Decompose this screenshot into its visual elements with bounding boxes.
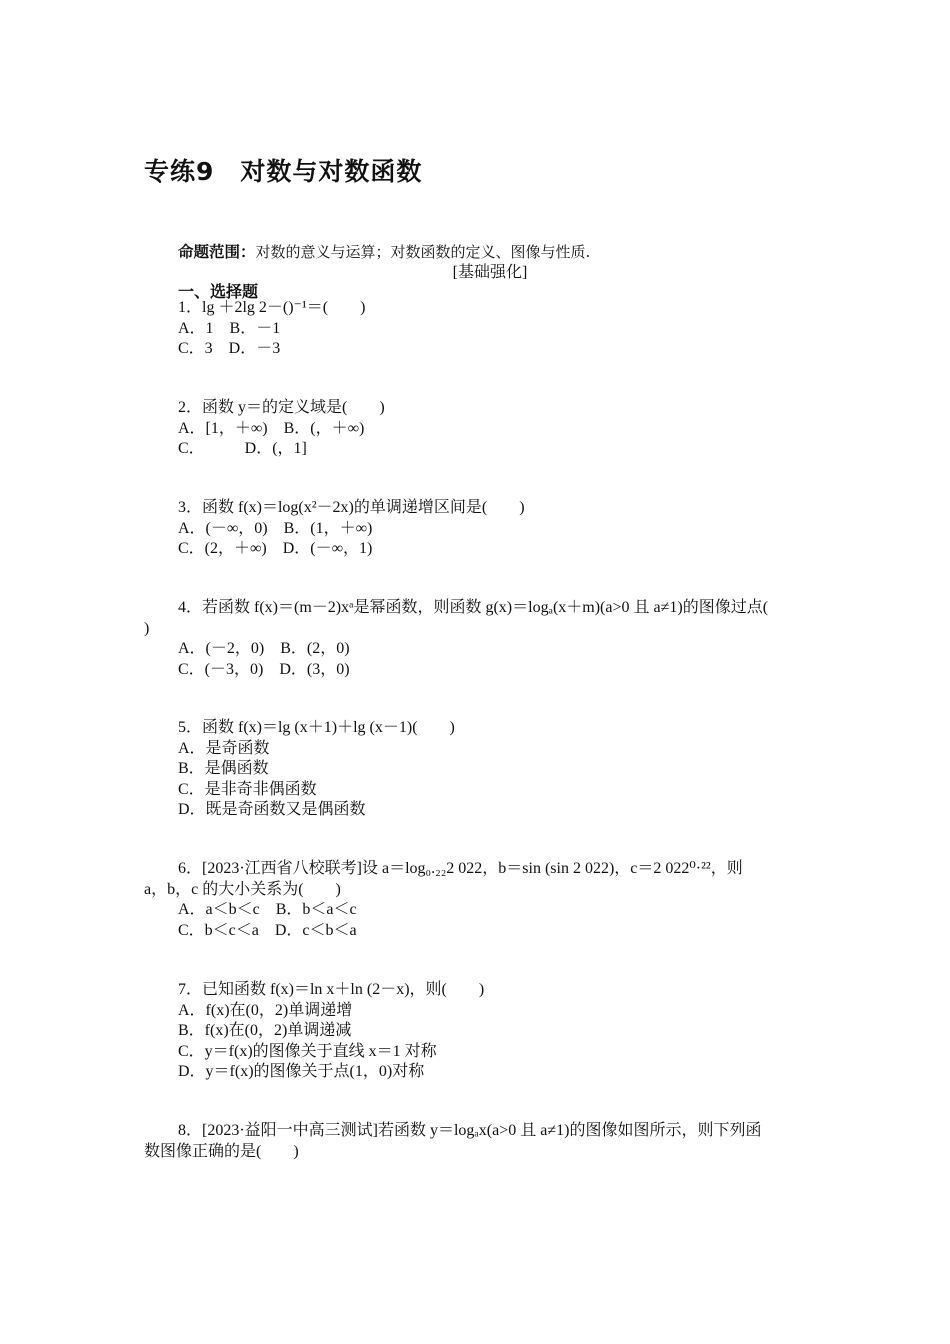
question-8 bbox=[144, 1121, 809, 1162]
question-2 bbox=[144, 398, 809, 460]
subheading: [基础强化] bbox=[452, 264, 528, 281]
question-stem: 7．已知函数 f(x)＝ln x＋ln (2－x)，则( ) bbox=[178, 981, 485, 998]
question-option: A．(－∞，0) B．(1，＋∞) bbox=[178, 519, 373, 537]
question-option: D．y＝f(x)的图像关于点(1，0)对称 bbox=[178, 1063, 425, 1080]
question-option: C．(－3，0) D．(3，0) bbox=[178, 660, 350, 678]
question-stem-continuation: a，b，c 的大小关系为( ) bbox=[144, 880, 341, 898]
question-stem: 6．[2023·江西省八校联考]设 a＝log₀.₂₂2 022，b＝sin (sin 2 022)，c＝2 022⁰·²²，则 bbox=[178, 860, 743, 877]
question-option: C．是非奇非偶函数 bbox=[178, 780, 317, 798]
question-stem: 1．lg ＋2lg 2－()⁻¹＝( ) bbox=[178, 299, 366, 316]
page-title: 专练9 对数与对数函数 bbox=[144, 157, 423, 186]
question-option: A．(－2，0) B．(2，0) bbox=[178, 640, 350, 657]
question-stem: 8．[2023·益阳一中高三测试]若函数 y＝logₐx(a>0 且 a≠1)的图像如图所示，则下列函 bbox=[178, 1122, 762, 1139]
question-stem: 2．函数 y＝的定义域是( ) bbox=[178, 399, 385, 416]
question-stem: 4．若函数 f(x)＝(m－2)xᵃ是幂函数，则函数 g(x)＝logₐ(x＋m)(a>0 且 a≠1)的图像过点( bbox=[178, 599, 769, 616]
question-option: A．a＜b＜c B．b＜a＜c bbox=[178, 901, 357, 918]
question-stem: 5．函数 f(x)＝lg (x＋1)＋lg (x－1)( ) bbox=[178, 719, 455, 736]
question-option: D．既是奇函数又是偶函数 bbox=[178, 801, 366, 818]
question-option: C．(2，＋∞) D．(－∞，1) bbox=[178, 540, 373, 557]
question-stem-continuation: ) bbox=[144, 619, 150, 637]
question-7 bbox=[144, 980, 809, 1083]
question-option: C．3 D．－3 bbox=[178, 340, 281, 357]
question-option: B．f(x)在(0，2)单调递减 bbox=[178, 1022, 352, 1039]
question-stem: 3．函数 f(x)＝log(x²－2x)的单调递增区间是( ) bbox=[178, 499, 525, 516]
question-option: C．b＜c＜a D．c＜b＜a bbox=[178, 921, 357, 939]
question-stem-continuation: 数图像正确的是( ) bbox=[144, 1142, 299, 1160]
question-4 bbox=[144, 598, 809, 680]
question-5 bbox=[144, 718, 809, 821]
question-option: A．[1，＋∞) B．(，＋∞) bbox=[178, 419, 365, 437]
question-option: A．1 B．－1 bbox=[178, 319, 281, 337]
question-1 bbox=[144, 298, 809, 360]
scope-text: 对数的意义与运算；对数函数的定义、图像与性质. bbox=[255, 243, 591, 261]
question-option: B．是偶函数 bbox=[178, 760, 269, 777]
question-option: A．是奇函数 bbox=[178, 739, 270, 757]
question-option: A．f(x)在(0，2)单调递增 bbox=[178, 1001, 353, 1019]
section-heading: 一、选择题 bbox=[178, 282, 259, 301]
question-option: C． D．(，1] bbox=[178, 440, 307, 457]
question-option: C．y＝f(x)的图像关于直线 x＝1 对称 bbox=[178, 1042, 437, 1060]
question-3 bbox=[144, 498, 809, 560]
question-6 bbox=[144, 859, 809, 941]
scope-label: 命题范围： bbox=[178, 243, 256, 261]
